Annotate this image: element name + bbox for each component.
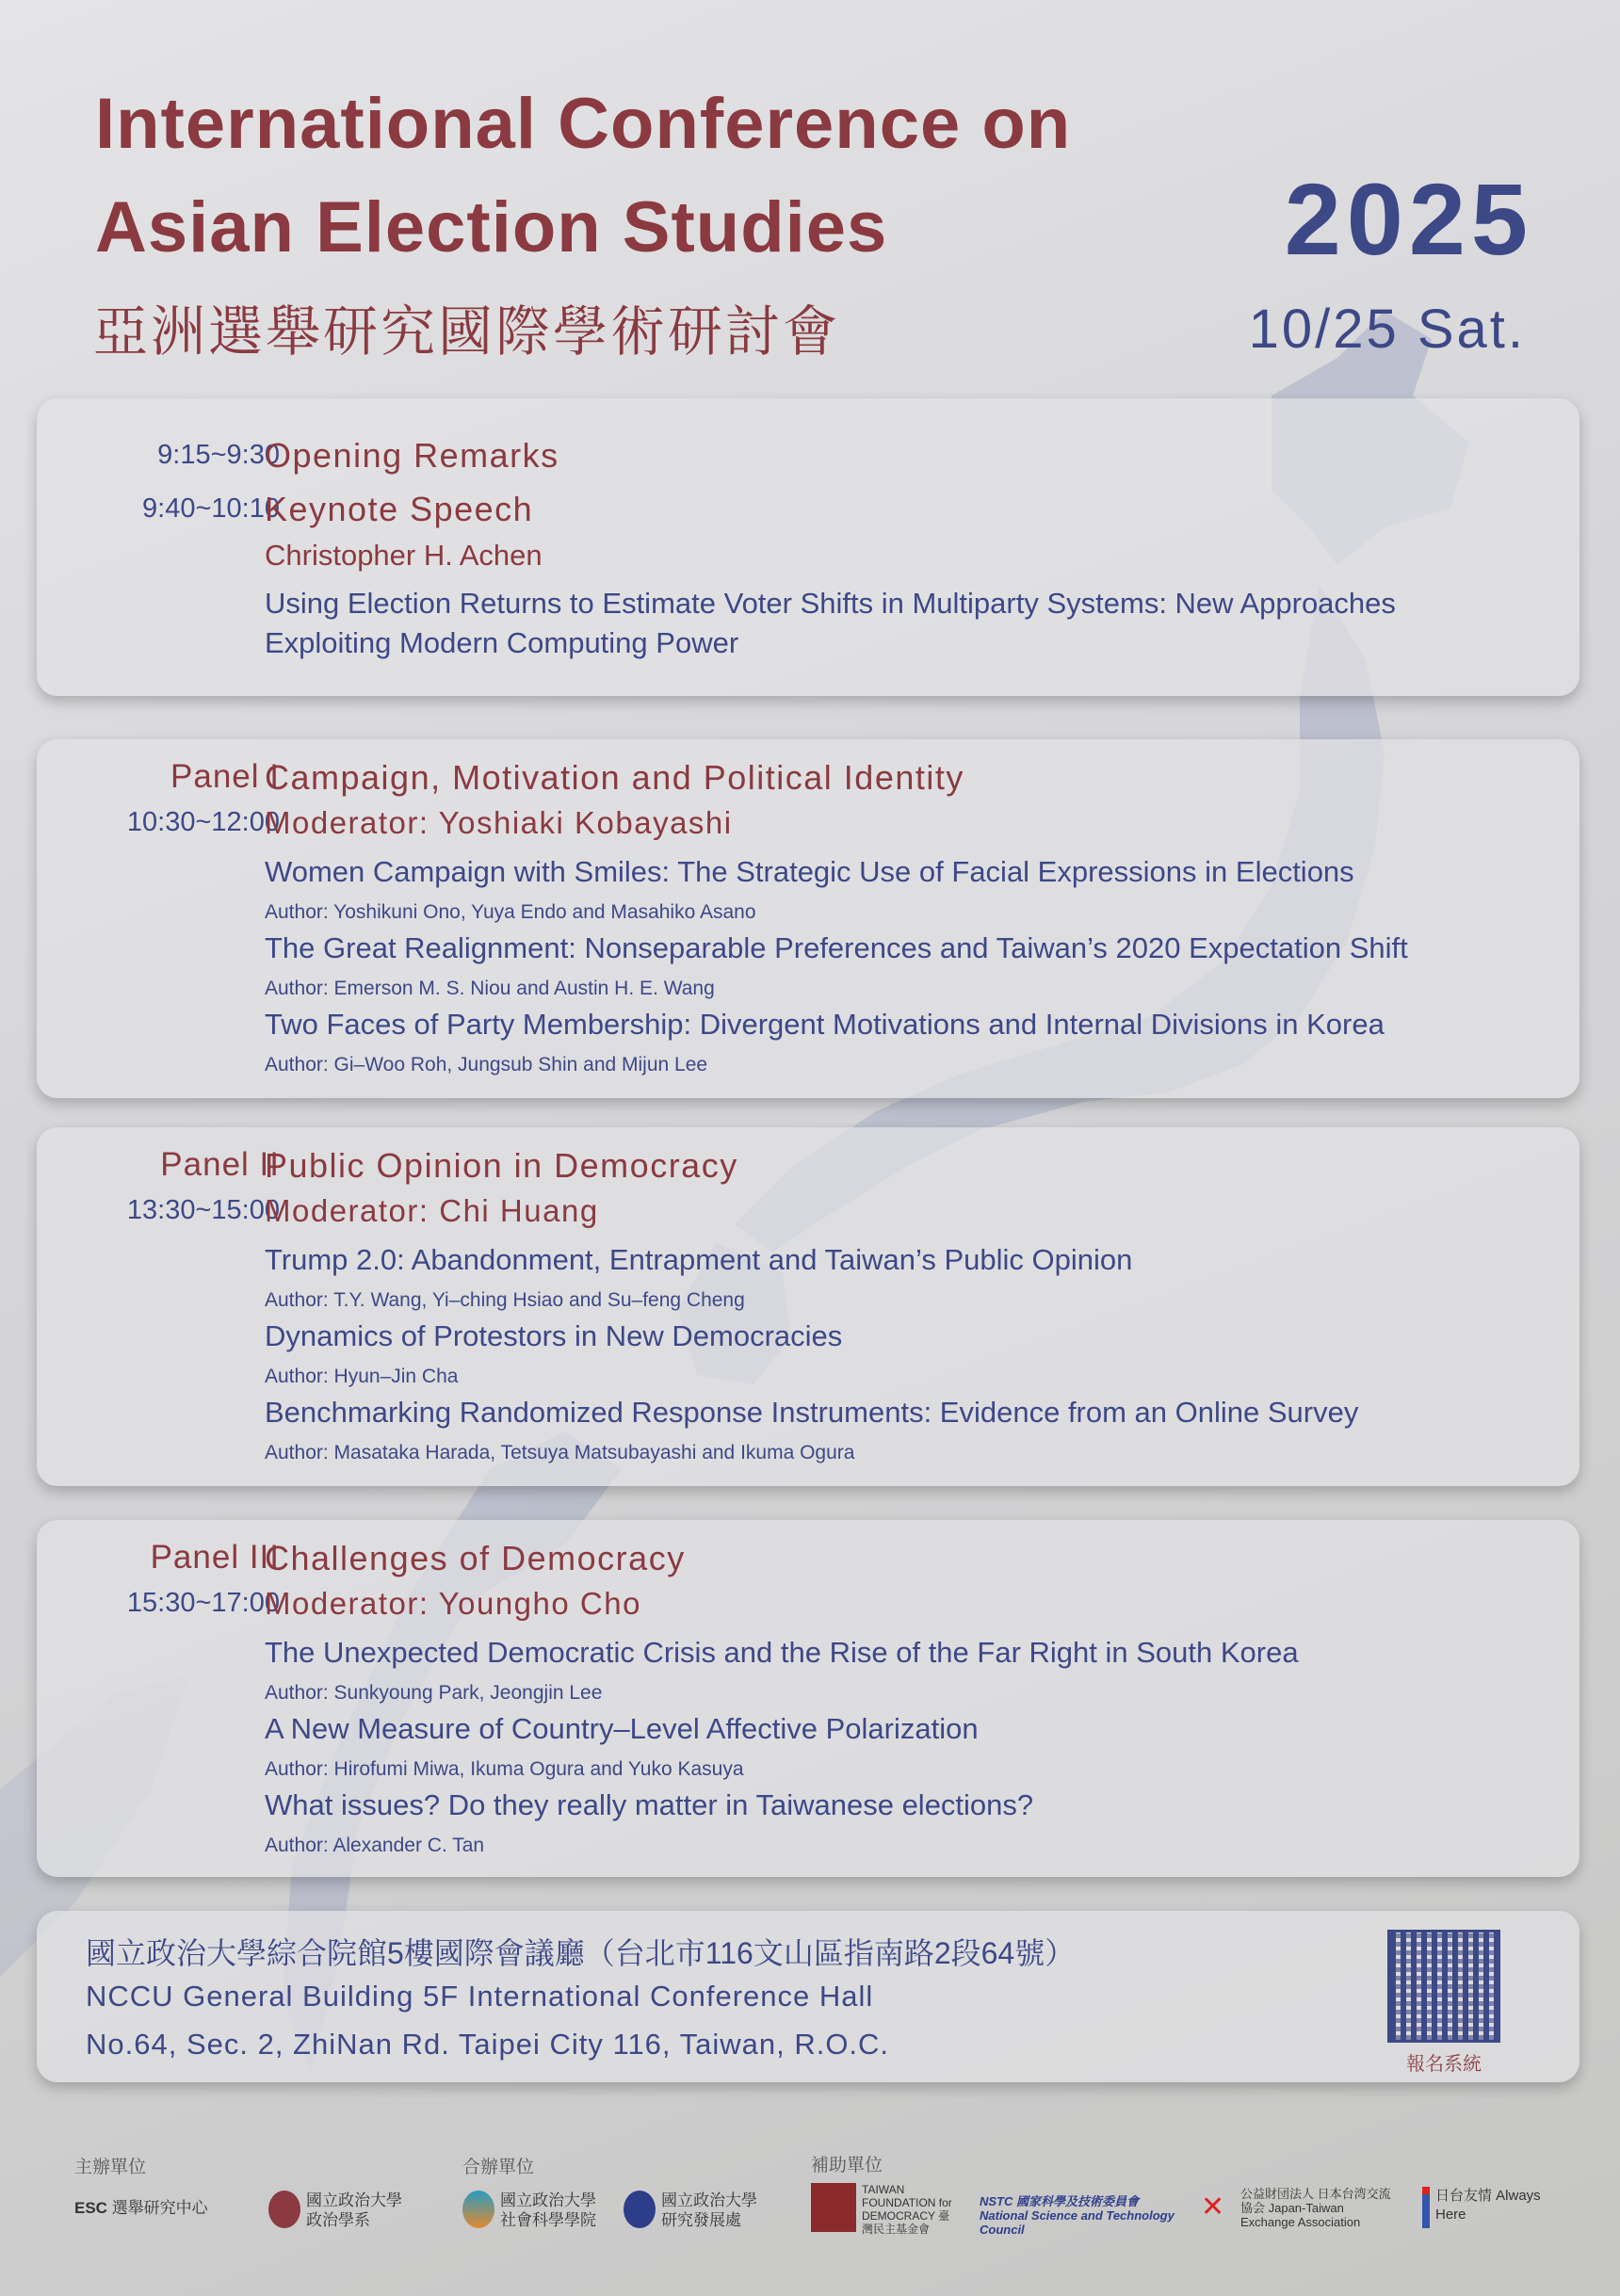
- always-here-logo: 日台友情 Always Here: [1422, 2187, 1554, 2228]
- panel-label: Panel II: [160, 1146, 280, 1183]
- paper-title: Benchmarking Randomized Response Instruments: Evidence from an Online Survey: [265, 1396, 1359, 1429]
- conference-title-line2: Asian Election Studies: [95, 187, 888, 267]
- paper-author: Author: Emerson M. S. Niou and Austin H. E. Wang: [265, 978, 715, 999]
- paper-author: Author: Hyun–Jin Cha: [265, 1366, 459, 1387]
- keynote-title-line2: Exploiting Modern Computing Power: [265, 626, 739, 659]
- paper-title: Women Campaign with Smiles: The Strategic Use of Facial Expressions in Elections: [265, 855, 1354, 888]
- registration-qr-code[interactable]: [1387, 1930, 1500, 2043]
- panel-label: Panel III: [150, 1539, 280, 1576]
- session-time: 9:40~10:10: [142, 493, 280, 524]
- paper-author: Author: Gi–Woo Roh, Jungsub Shin and Mijun Lee: [265, 1054, 708, 1075]
- paper-author: Author: T.Y. Wang, Yi–ching Hsiao and Su–feng Cheng: [265, 1289, 745, 1311]
- panel-time: 13:30~15:00: [126, 1195, 280, 1225]
- panel-label: Panel I: [170, 758, 280, 795]
- paper-title: The Unexpected Democratic Crisis and the Rise of the Far Right in South Korea: [265, 1636, 1299, 1669]
- panel-time: 15:30~17:00: [126, 1588, 280, 1618]
- paper-author: Author: Yoshikuni Ono, Yuya Endo and Masahiko Asano: [265, 901, 756, 923]
- support-label: 補助單位: [811, 2156, 883, 2175]
- paper-title: A New Measure of Country–Level Affective Polarization: [265, 1712, 979, 1745]
- conference-title-line1: International Conference on: [95, 84, 1072, 164]
- nccu-social-sciences-logo: 國立政治大學 社會科學學院: [462, 2191, 613, 2230]
- keynote-title-line1: Using Election Returns to Estimate Voter Shifts in Multiparty Systems: New Approaches: [265, 587, 1396, 620]
- paper-title: Dynamics of Protestors in New Democracies: [265, 1319, 843, 1352]
- conference-title-zh: 亞洲選舉研究國際學術研討會: [93, 301, 841, 363]
- paper-author: Author: Sunkyoung Park, Jeongjin Lee: [265, 1682, 603, 1704]
- opening-session-card: [37, 398, 1580, 696]
- panel-card-1: [37, 739, 1580, 1098]
- panel-card-3: [37, 1520, 1580, 1877]
- paper-title: Trump 2.0: Abandonment, Entrapment and Taiwan’s Public Opinion: [265, 1243, 1133, 1276]
- session-title: Opening Remarks: [265, 436, 559, 475]
- nccu-research-development-logo: 國立政治大學 研究發展處: [624, 2191, 774, 2230]
- nstc-logo: NSTC 國家科學及技術委員會 National Science and Technology Council: [980, 2194, 1174, 2237]
- panel-moderator: Moderator: Yoshiaki Kobayashi: [265, 805, 733, 840]
- paper-author: Author: Masataka Harada, Tetsuya Matsubayashi and Ikuma Ogura: [265, 1442, 855, 1463]
- organizer-label: 主辦單位: [74, 2158, 147, 2177]
- venue-card: [37, 1911, 1580, 2082]
- panel-title: Challenges of Democracy: [265, 1539, 686, 1577]
- co-organizer-label: 合辦單位: [462, 2158, 535, 2177]
- panel-title: Campaign, Motivation and Political Identity: [265, 758, 964, 797]
- taiwan-foundation-democracy-logo: TAIWAN FOUNDATION for DEMOCRACY 臺灣民主基金會: [811, 2183, 957, 2236]
- election-study-center-logo: ESC 選舉研究中心: [74, 2199, 208, 2217]
- panel-title: Public Opinion in Democracy: [265, 1146, 738, 1185]
- keynote-speaker: Christopher H. Achen: [265, 539, 543, 572]
- paper-title: The Great Realignment: Nonseparable Preferences and Taiwan’s 2020 Expectation Shift: [265, 931, 1408, 964]
- japan-taiwan-exchange-logo: ✕ 公益財団法人 日本台湾交流協会 Japan-Taiwan Exchange Association: [1201, 2187, 1391, 2229]
- session-title: Keynote Speech: [265, 490, 534, 528]
- registration-label[interactable]: 報名系統: [1406, 2054, 1482, 2075]
- panel-moderator: Moderator: Youngho Cho: [265, 1586, 641, 1621]
- paper-author: Author: Alexander C. Tan: [265, 1835, 485, 1856]
- conference-year: 2025: [1284, 162, 1533, 276]
- venue-name-en: NCCU General Building 5F International Conference Hall: [86, 1980, 874, 2013]
- conference-date: 10/25 Sat.: [1248, 299, 1526, 360]
- paper-author: Author: Hirofumi Miwa, Ikuma Ogura and Yuko Kasuya: [265, 1758, 744, 1780]
- nccu-political-science-logo: 國立政治大學 政治學系: [268, 2191, 410, 2230]
- panel-card-2: [37, 1127, 1580, 1486]
- panel-moderator: Moderator: Chi Huang: [265, 1193, 599, 1228]
- venue-address-zh: 國立政治大學綜合院館5樓國際會議廳（台北市116文山區指南路2段64號）: [86, 1936, 1076, 1970]
- paper-title: Two Faces of Party Membership: Divergent Motivations and Internal Divisions in Korea: [265, 1008, 1385, 1041]
- panel-time: 10:30~12:00: [126, 807, 280, 837]
- venue-address-en: No.64, Sec. 2, ZhiNan Rd. Taipei City 116, Taiwan, R.O.C.: [86, 2028, 890, 2061]
- session-time: 9:15~9:30: [157, 440, 280, 470]
- paper-title: What issues? Do they really matter in Taiwanese elections?: [265, 1788, 1034, 1821]
